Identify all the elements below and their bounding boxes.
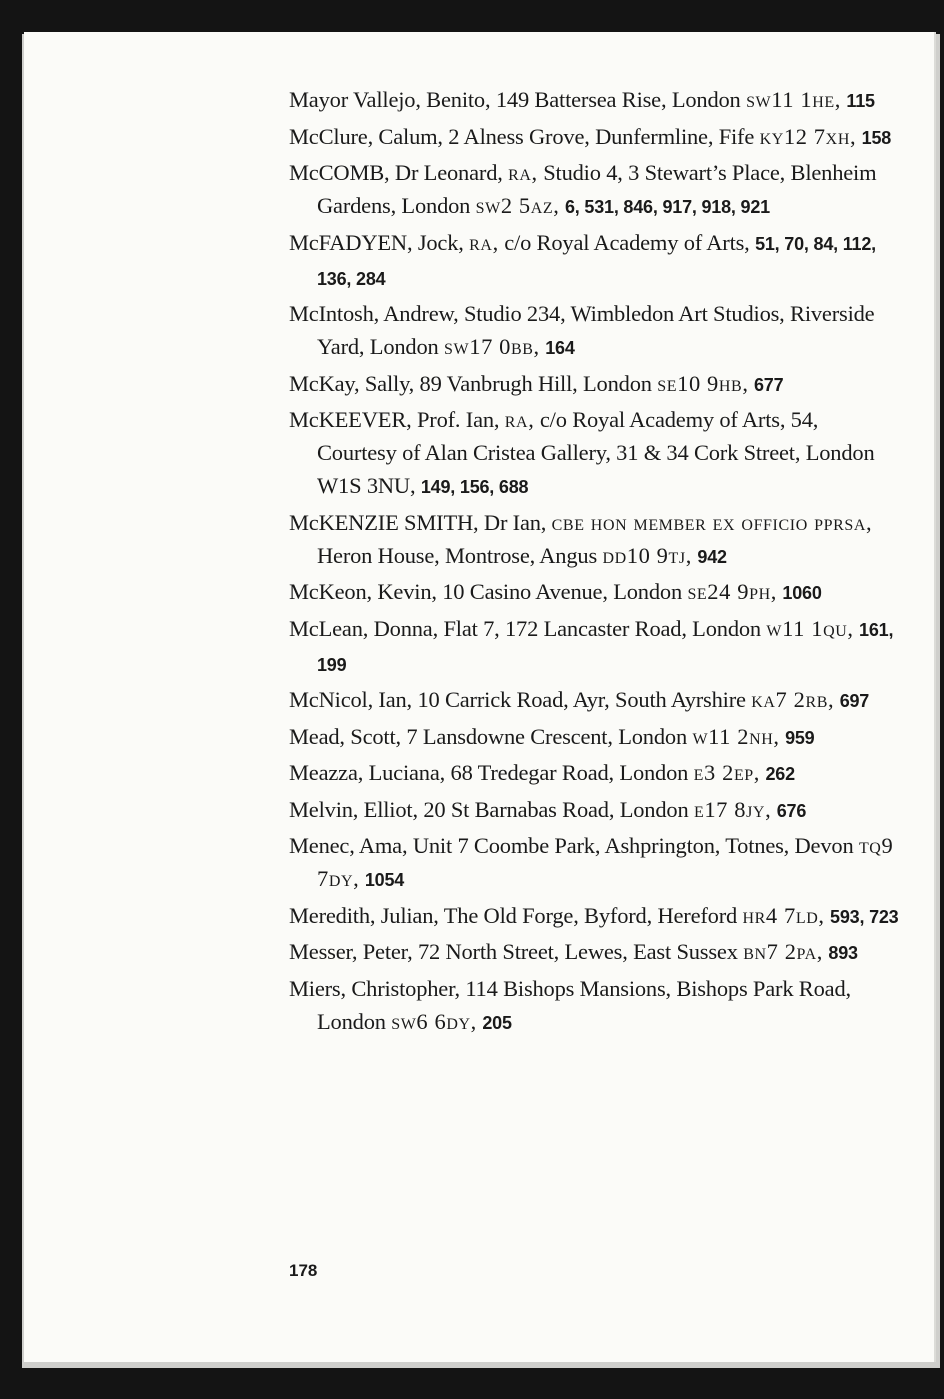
index-entry: McKEEVER, Prof. Ian, ra, c/o Royal Academy of Arts, 54, Courtesy of Alan Cristea Gallery, 31 & 34 Cork Street, London W1S 3NU, 149, 156, 688 <box>289 407 875 498</box>
index-entry: McLean, Donna, Flat 7, 172 Lancaster Road, London w11 1qu, 161, 199 <box>289 615 894 675</box>
index-entry: McNicol, Ian, 10 Carrick Road, Ayr, South Ayrshire ka7 2rb, 697 <box>289 687 870 712</box>
index-entry: Mayor Vallejo, Benito, 149 Battersea Rise, London sw11 1he, 115 <box>289 87 875 112</box>
index-entry: Meredith, Julian, The Old Forge, Byford, Hereford hr4 7ld, 593, 723 <box>289 902 899 928</box>
index-entry: Menec, Ama, Unit 7 Coombe Park, Ashprington, Totnes, Devon tq9 7dy, 1054 <box>289 833 894 891</box>
index-entry: Miers, Christopher, 114 Bishops Mansions, Bishops Park Road, London sw6 6dy, 205 <box>289 975 851 1034</box>
index-entry: McKay, Sally, 89 Vanbrugh Hill, London se10 9hb, 677 <box>289 370 784 396</box>
index-entry: McFADYEN, Jock, ra, c/o Royal Academy of Arts, 51, 70, 84, 112, 136, 284 <box>289 229 876 289</box>
index-entry: McCOMB, Dr Leonard, ra, Studio 4, 3 Stewart’s Place, Blenheim Gardens, London sw2 5az, 6, 531, 846, 917, 918, 921 <box>289 160 877 218</box>
index-entry: McIntosh, Andrew, Studio 234, Wimbledon Art Studios, Riverside Yard, London sw17 0bb, 164 <box>289 301 875 359</box>
index-entry: McKeon, Kevin, 10 Casino Avenue, London se24 9ph, 1060 <box>289 579 822 604</box>
index-entry: Messer, Peter, 72 North Street, Lewes, East Sussex bn7 2pa, 893 <box>289 939 858 964</box>
index-entry: Mead, Scott, 7 Lansdowne Crescent, London w11 2nh, 959 <box>289 723 815 749</box>
index-entry: Melvin, Elliot, 20 St Barnabas Road, London e17 8jy, 676 <box>289 796 807 822</box>
index-entry: McClure, Calum, 2 Alness Grove, Dunfermline, Fife ky12 7xh, 158 <box>289 123 892 149</box>
index-entry: Meazza, Luciana, 68 Tredegar Road, London e3 2ep, 262 <box>289 760 795 785</box>
index-entries <box>289 83 899 1041</box>
page-number: 178 <box>289 1261 318 1280</box>
index-entry: McKENZIE SMITH, Dr Ian, cbe hon member ex officio pprsa, Heron House, Montrose, Angus dd10 9tj, 942 <box>289 509 873 568</box>
